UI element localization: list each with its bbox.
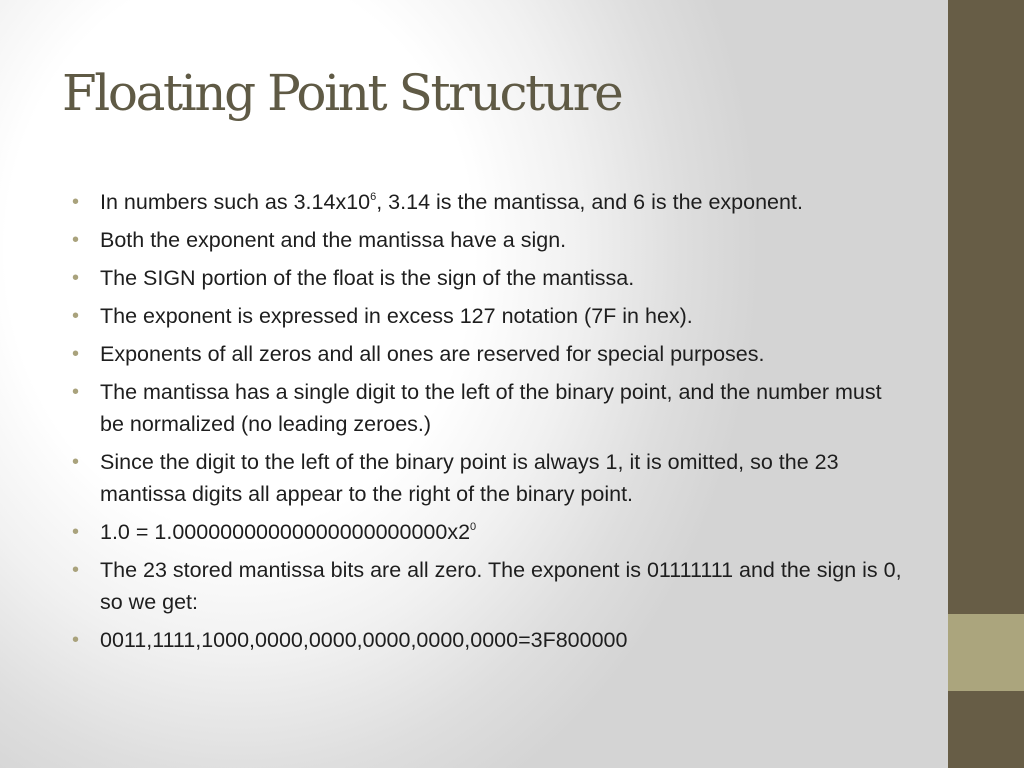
bullet-item bbox=[72, 376, 902, 440]
bullet-text: 0011,1111,1000,0000,0000,0000,0000,0000=3F800000 bbox=[100, 628, 628, 652]
bullet-item bbox=[72, 338, 902, 370]
bullet-icon: • bbox=[72, 451, 80, 473]
bullet-icon: • bbox=[72, 629, 80, 651]
bullet-icon: • bbox=[72, 305, 80, 327]
bullet-text: The SIGN portion of the float is the sign of the mantissa. bbox=[100, 266, 635, 290]
exponent-superscript: 0 bbox=[470, 521, 477, 533]
bullet-item bbox=[72, 446, 902, 510]
bullet-icon: • bbox=[72, 191, 80, 213]
bullet-item bbox=[72, 186, 902, 218]
bullet-text: Exponents of all zeros and all ones are reserved for special purposes. bbox=[100, 342, 765, 366]
bullet-item bbox=[72, 262, 902, 294]
bullet-item bbox=[72, 300, 902, 332]
bullet-text: The 23 stored mantissa bits are all zero. The exponent is 01111111 and the sign is 0, so we get: bbox=[100, 558, 902, 614]
bullet-text: The mantissa has a single digit to the left of the binary point, and the number must be normalized (no leading zeroes.) bbox=[100, 380, 882, 436]
bullet-text: In numbers such as 3.14x10 bbox=[100, 190, 371, 214]
bullet-text: , 3.14 is the mantissa, and 6 is the exponent. bbox=[376, 190, 803, 214]
bullet-text: The exponent is expressed in excess 127 notation (7F in hex). bbox=[100, 304, 693, 328]
bullet-icon: • bbox=[72, 521, 80, 543]
bullet-item bbox=[72, 516, 902, 548]
bullet-item bbox=[72, 624, 902, 656]
bullet-item bbox=[72, 554, 902, 618]
bullet-list bbox=[72, 186, 902, 662]
bullet-icon: • bbox=[72, 343, 80, 365]
slide-title: Floating Point Structure bbox=[62, 64, 622, 122]
bullet-icon: • bbox=[72, 267, 80, 289]
side-accent-block bbox=[948, 614, 1024, 691]
bullet-icon: • bbox=[72, 559, 80, 581]
exponent-superscript: 6 bbox=[370, 191, 377, 203]
bullet-icon: • bbox=[72, 381, 80, 403]
bullet-text: Both the exponent and the mantissa have a sign. bbox=[100, 228, 567, 252]
bullet-text: Since the digit to the left of the binary point is always 1, it is omitted, so the 23 mantissa digits all appear to the right of the binary point. bbox=[100, 450, 839, 506]
bullet-icon: • bbox=[72, 229, 80, 251]
bullet-text: 1.0 = 1.00000000000000000000000x2 bbox=[100, 520, 471, 544]
bullet-item bbox=[72, 224, 902, 256]
